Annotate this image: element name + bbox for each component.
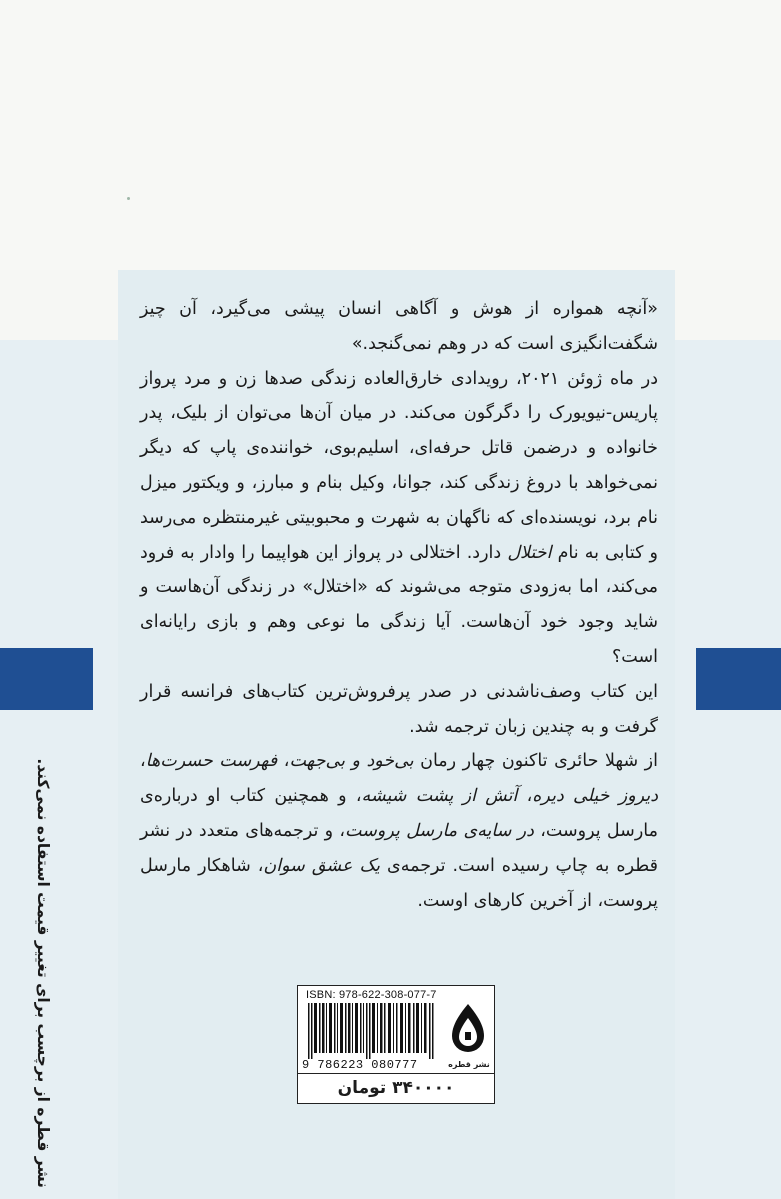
paragraph-plot — [140, 362, 658, 675]
barcode-digits: 9 786223 080777 — [302, 1058, 418, 1072]
right-background-strip — [675, 340, 781, 1199]
book-title-4: آتش از پشت شیشه — [361, 786, 518, 807]
paragraph-translator: از شهلا حائری تاکنون چهار رمان بی‌خود و بی‌جهت، فهرست حسرت‌ها، دیروز خیلی دیره، آتش از پشت شیشه، و همچنین کتاب او درباره‌ی مارسل پروست، در سایه‌ی مارسل پروست، و ترجمه‌های متعدد در نشر قطره به چاپ رسیده است. ترجمه‌ی یک عشق سوان، شاهکار مارسل پروست، از آخرین کارهای اوست. — [140, 751, 659, 911]
publisher-logo-caption: نشر قطره — [448, 1060, 490, 1069]
plot-text-rest: دارد. اختلالی در پرواز این هواپیما را وادار به فرود می‌کند، اما به‌زودی متوجه می‌شوند که «اختلال» در زندگی آن‌هاست و شاید وجود خود آن‌هاست. آیا زندگی ما نوعی وهم و بازی رایانه‌ای است؟ — [140, 542, 658, 667]
book-title-5: در سایه‌ی مارسل پروست — [345, 820, 534, 841]
publisher-logo-icon — [448, 1000, 488, 1064]
book-title-6: یک عشق سوان — [263, 855, 380, 876]
quote-line-2: است که در وهم نمی‌گنجد.» — [351, 333, 555, 354]
left-background-strip — [0, 340, 118, 1199]
paragraph-reception: این کتاب وصف‌ناشدنی در صدر پرفروش‌ترین کتاب‌های فرانسه قرار گرفت و به چندین زبان ترجمه شد. — [140, 681, 658, 737]
translator-mid-2: و ترجمه‌های متعدد در نشر قطره به چاپ رسیده است. ترجمه‌ی — [140, 820, 658, 876]
book-title-2: فهرست حسرت‌ها — [145, 751, 278, 772]
book-title-anomaly: اختلال — [507, 542, 552, 563]
isbn-barcode — [297, 985, 495, 1074]
description-text — [140, 292, 658, 918]
book-title-1: بی‌خود و بی‌جهت — [289, 751, 414, 772]
price-tag: ۳۴۰۰۰۰ تومان — [297, 1073, 495, 1104]
quote — [140, 292, 658, 362]
isbn-number: ISBN: 978-622-308-077-7 — [306, 989, 437, 1001]
quote-line-1: «آنچه همواره از هوش و آگاهی انسان پیشی می‌گیرد، آن چیز شگفت‌انگیزی — [140, 299, 658, 354]
cover-top-area — [0, 0, 781, 270]
right-accent-bar — [696, 648, 781, 710]
barcode-bars — [308, 1003, 436, 1059]
price-label-note: نشر قطره از برچسب برای تغییر قیمت استفاده نمی‌کند. — [34, 758, 52, 1188]
translator-intro: از شهلا حائری تاکنون چهار رمان — [420, 751, 658, 772]
book-title-3: دیروز خیلی دیره — [532, 786, 658, 807]
translator-mid: و همچنین کتاب او درباره‌ی مارسل پروست، — [140, 786, 659, 841]
plot-text: در ماه ژوئن ۲۰۲۱، رویدادی خارق‌العاده زندگی صدها زن و مرد پرواز پاریس-نیویورک را دگرگون می‌کند. در میان آن‌ها می‌توان از بلیک، پدر خانواده و درضمن قاتل حرفه‌ای، اسلیم‌بوی، خواننده‌ی پاپ که دیگر نمی‌خواهد با دروغ زندگی کند، جوانا، وکیل بنام و مبارز، و ویکتور میزل نام برد، نویسنده‌ای که ناگهان به شهرت و محبوبیتی غیرمنتظره می‌رسد و کتابی به نام — [140, 368, 659, 563]
decorative-dot — [127, 197, 130, 200]
translator-end: شاهکار مارسل پروست، از آخرین کارهای اوست. — [140, 855, 658, 911]
left-accent-bar — [0, 648, 93, 710]
